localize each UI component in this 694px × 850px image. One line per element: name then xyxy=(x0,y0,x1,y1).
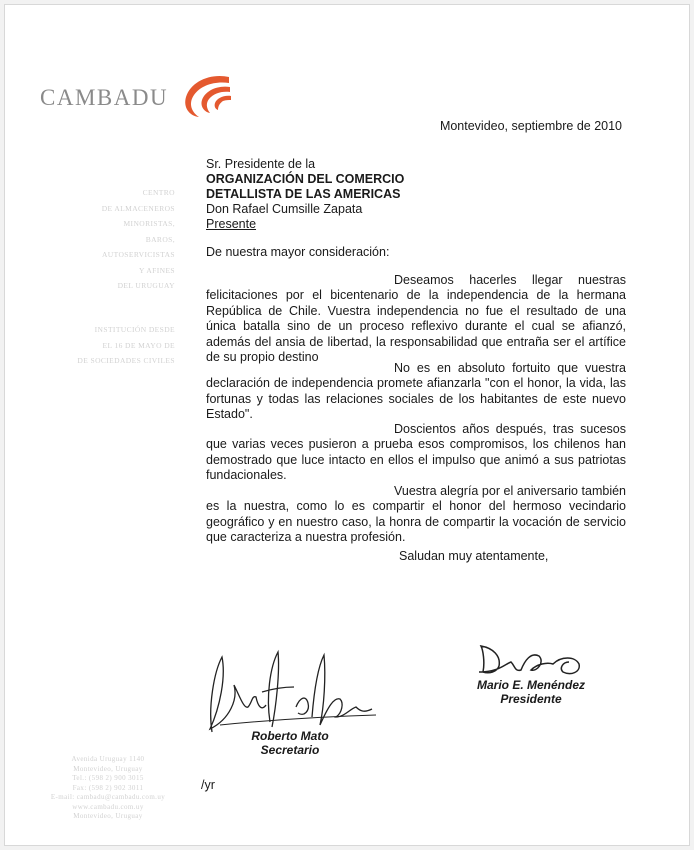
cambadu-swirl-icon xyxy=(177,71,233,119)
closing-line: Saludan muy atentamente, xyxy=(399,549,549,563)
signer-secretary xyxy=(245,729,335,757)
recipient-organization: DETALLISTA DE LAS AMERICAS xyxy=(206,187,401,201)
letterhead-contact-info: Avenida Uruguay 1140 Montevideo, Uruguay Tel.: (598 2) 900 3015 Fax: (598 2) 902 3011 E-mail: cambadu@cambadu.com.uy www.cambadu.com.uy Montevideo, Uruguay xyxy=(50,755,166,820)
letterhead-institution-info: INSTITUCIÓN DESDE EL 16 DE MAYO DE DE SOCIEDADES CIVILES xyxy=(77,325,175,365)
signer-role: Presidente xyxy=(500,692,562,706)
salutation: De nuestra mayor consideración: xyxy=(206,245,390,259)
signer-president xyxy=(467,678,595,706)
recipient-address xyxy=(206,157,404,232)
letter-page xyxy=(4,4,690,846)
body-paragraph: Deseamos hacerles llegar nuestras felicitaciones por el bicentenario de la independencia de la hermana República de Chile. Vuestra independencia no fue el resultado de una única batalla sino de un proceso reflexivo durante el cual se afianzó, además del ansia de libertad, la responsabilidad que entraña ser el artífice de su propio destino xyxy=(206,273,626,365)
letterhead-side-info: CENTRO DE ALMACENEROS MINORISTAS, BAROS, AUTOSERVICISTAS Y AFINES DEL URUGUAY xyxy=(101,188,175,290)
recipient-organization: ORGANIZACIÓN DEL COMERCIO xyxy=(206,172,405,186)
typist-initials: /yr xyxy=(201,778,215,792)
recipient-name: Don Rafael Cumsille Zapata xyxy=(206,202,363,216)
recipient-line: Sr. Presidente de la xyxy=(206,157,316,171)
recipient-presente: Presente xyxy=(206,217,257,231)
signer-name: Roberto Mato xyxy=(251,729,329,743)
signer-name: Mario E. Menéndez xyxy=(476,678,586,692)
signer-role: Secretario xyxy=(260,743,320,757)
body-paragraph: Vuestra alegría por el aniversario también es la nuestra, como lo es compartir el honor del hermoso vecindario geográfico y en nuestro caso, la honra de compartir la vocación de servicio que caracteriza a nuestra profesión. xyxy=(206,484,626,545)
letter-date: Montevideo, septiembre de 2010 xyxy=(439,119,622,133)
brand-name: CAMBADU xyxy=(40,85,169,110)
body-paragraph: No es en absoluto fortuito que vuestra declaración de independencia promete afianzarla "con el honor, la vida, las fortunas y todas las relaciones sociales de los habitantes de este nuevo Estado". xyxy=(206,361,626,422)
body-paragraph: Doscientos años después, tras sucesos que varias veces pusieron a prueba esos compromisos, los chilenos han demostrado que luce intacto en ellos el impulso que animó a sus patriotas fundacionales. xyxy=(206,422,626,483)
